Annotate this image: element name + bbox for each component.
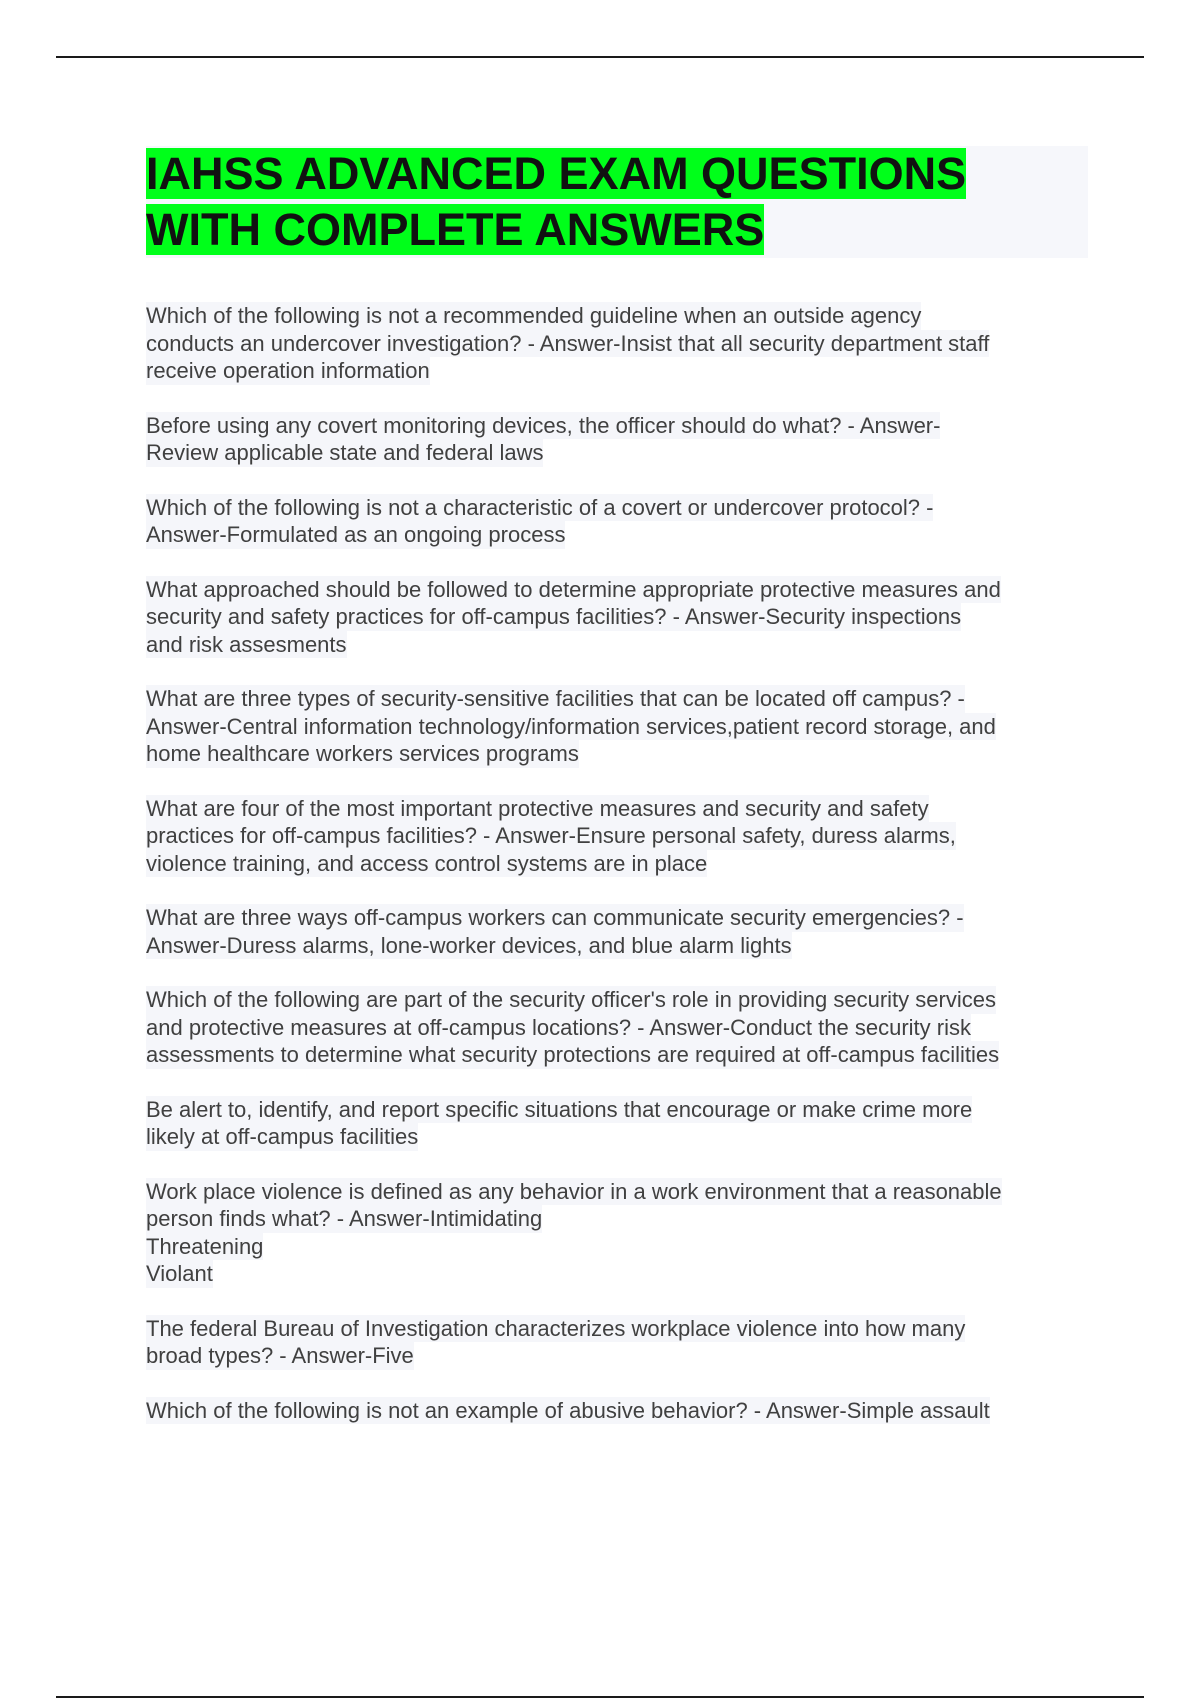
qa-line: Violant [146,1261,213,1286]
qa-line: Review applicable state and federal laws [146,440,544,465]
qa-line: Which of the following are part of the security officer's role in providing security services [146,987,996,1012]
qa-list [146,302,1088,1424]
qa-item [146,685,1088,768]
qa-line: What are three types of security-sensitive facilities that can be located off campus? - [146,686,965,711]
qa-line: The federal Bureau of Investigation characterizes workplace violence into how many [146,1315,966,1341]
qa-line: Before using any covert monitoring devices, the officer should do what? - Answer- [146,412,941,438]
qa-item [146,986,1088,1069]
header-rule [56,56,1144,58]
qa-line: Work place violence is defined as any behavior in a work environment that a reasonable [146,1178,1002,1204]
qa-line: and risk assesments [146,631,347,657]
qa-line: practices for off-campus facilities? - Answer-Ensure personal safety, duress alarms, [146,823,956,848]
qa-line: What approached should be followed to determine appropriate protective measures and [146,576,1001,602]
title-block [146,146,1088,258]
qa-item [146,412,1088,467]
qa-line: Answer-Duress alarms, lone-worker devices, and blue alarm lights [146,932,792,958]
qa-line: likely at off-campus facilities [146,1124,419,1149]
qa-line: Threatening [146,1233,264,1259]
qa-item [146,1178,1088,1288]
qa-line: receive operation information [146,358,430,383]
title-line-1: IAHSS ADVANCED EXAM QUESTIONS [146,148,967,199]
qa-line: Answer-Formulated as an ongoing process [146,522,566,547]
qa-item [146,302,1088,385]
qa-line: person finds what? - Answer-Intimidating [146,1206,543,1231]
qa-line: home healthcare workers services programs [146,741,579,766]
qa-line: assessments to determine what security protections are required at off-campus facilities [146,1042,1000,1067]
document-title [146,146,1088,258]
qa-line: conducts an undercover investigation? - Answer-Insist that all security department staff [146,330,990,356]
qa-item [146,576,1088,659]
qa-item [146,1397,1088,1425]
document-body [146,146,1088,1451]
qa-line: Which of the following is not an example of abusive behavior? - Answer-Simple assault [146,1397,990,1423]
qa-item [146,795,1088,878]
qa-line: violence training, and access control systems are in place [146,850,708,876]
qa-line: and protective measures at off-campus locations? - Answer-Conduct the security risk [146,1014,971,1040]
qa-line: security and safety practices for off-campus facilities? - Answer-Security inspections [146,604,962,629]
qa-line: What are four of the most important protective measures and security and safety [146,795,929,821]
qa-line: Which of the following is not a characteristic of a covert or undercover protocol? - [146,494,934,520]
qa-line: Answer-Central information technology/information services,patient record storage, and [146,713,996,739]
qa-line: What are three ways off-campus workers can communicate security emergencies? - [146,905,964,930]
qa-line: Be alert to, identify, and report specific situations that encourage or make crime more [146,1096,973,1122]
title-line-2: WITH COMPLETE ANSWERS [146,204,765,255]
footer-rule [56,1696,1144,1698]
qa-item [146,494,1088,549]
qa-line: broad types? - Answer-Five [146,1343,414,1368]
qa-item [146,1096,1088,1151]
qa-item [146,1315,1088,1370]
qa-item [146,904,1088,959]
qa-line: Which of the following is not a recommended guideline when an outside agency [146,303,922,328]
